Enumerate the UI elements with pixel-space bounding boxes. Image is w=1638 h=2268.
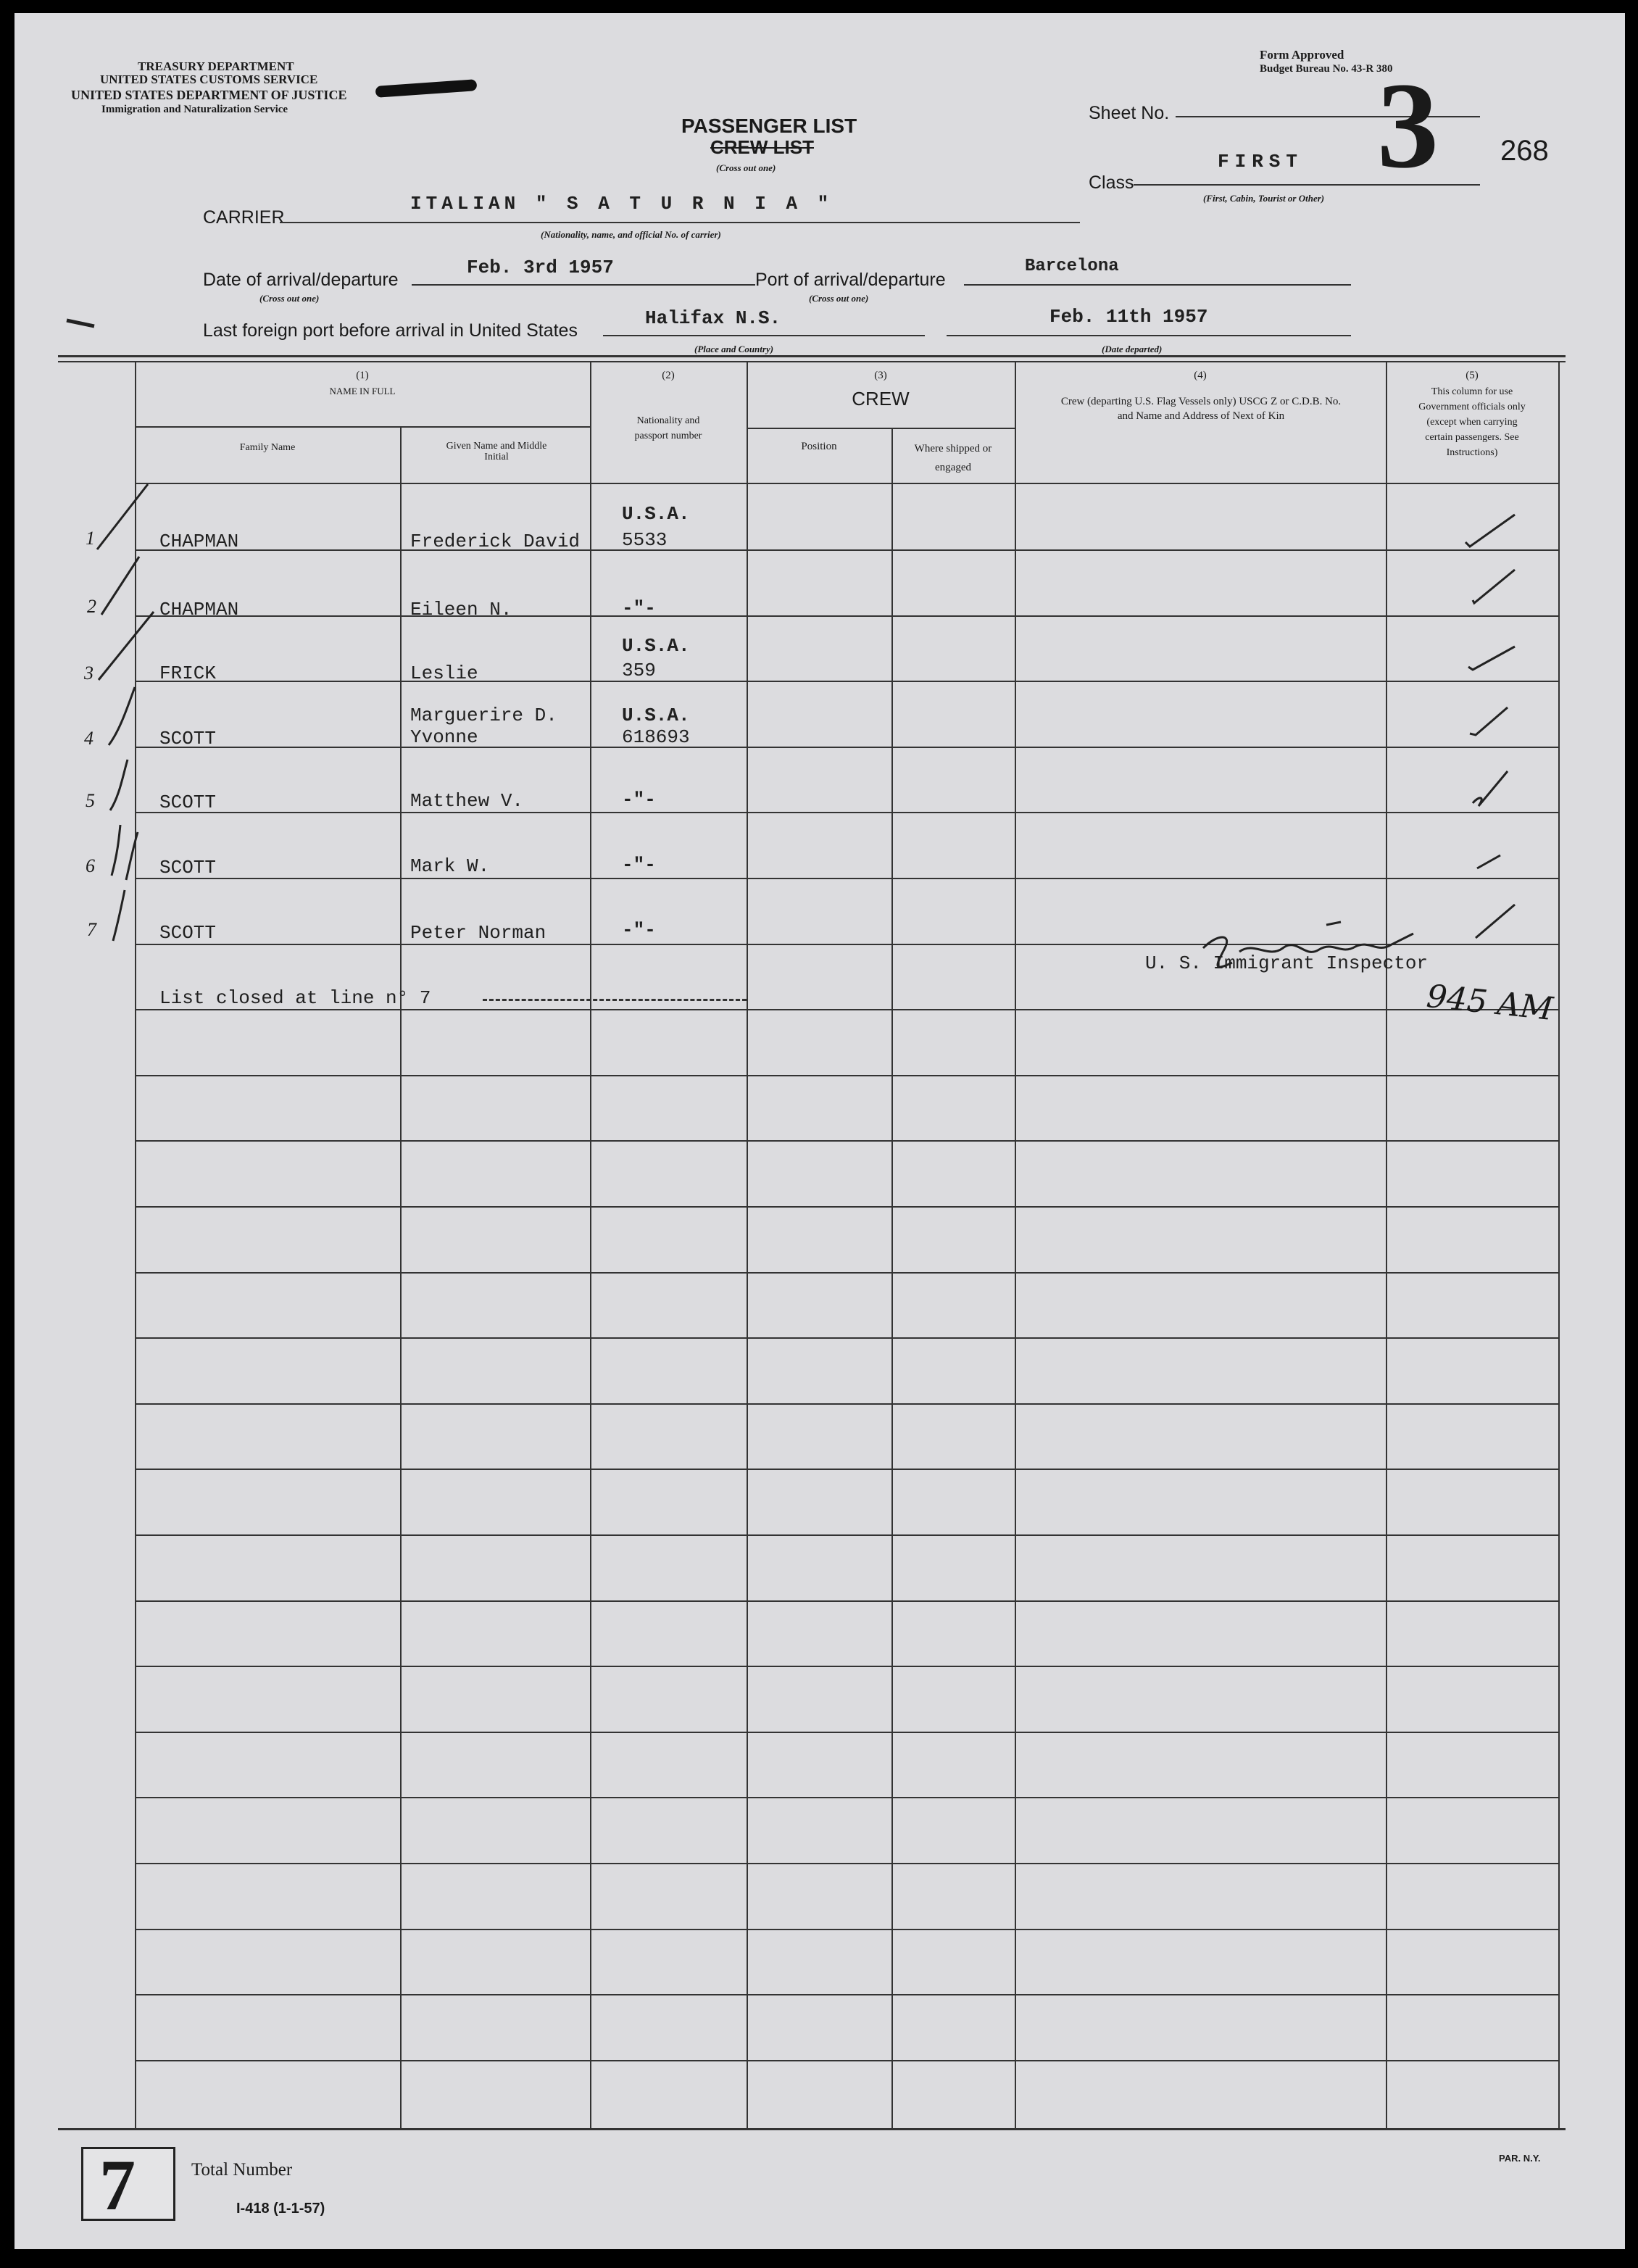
- class-hint: (First, Cabin, Tourist or Other): [1203, 193, 1325, 204]
- form-sheet: [14, 13, 1625, 2249]
- last-port-label: Last foreign port before arrival in United States: [203, 320, 578, 341]
- port-hint: (Cross out one): [809, 293, 869, 304]
- row-rule: [135, 812, 1558, 813]
- sheet-number: 3: [1377, 57, 1439, 194]
- row-rule: [135, 2060, 1558, 2061]
- inspector-stamp: U. S. Immigrant Inspector: [1145, 952, 1429, 974]
- title-passenger-list: PASSENGER LIST: [681, 115, 857, 137]
- agency-line-1: TREASURY DEPARTMENT: [138, 59, 294, 73]
- row-rule: [135, 681, 1558, 682]
- total-box: [81, 2145, 175, 2225]
- passport-number: 359: [622, 660, 656, 681]
- date-label: Date of arrival/departure: [203, 270, 399, 290]
- budget-bureau: Budget Bureau No. 43-R 380: [1260, 63, 1393, 75]
- row-rule: [135, 1732, 1558, 1733]
- date-departed-value: Feb. 11th 1957: [1049, 306, 1208, 328]
- title-cross-out-hint: (Cross out one): [716, 162, 776, 173]
- row-rule: [135, 1272, 1558, 1274]
- nationality-ditto: -"-: [622, 854, 656, 876]
- given-name: Eileen N.: [410, 599, 512, 620]
- title-crew-list: CREW LIST: [710, 136, 814, 158]
- col5-number: (5): [1466, 370, 1479, 381]
- family-name: SCOTT: [159, 857, 217, 878]
- agency-line-2: UNITED STATES CUSTOMS SERVICE: [100, 72, 318, 86]
- row-rule: [135, 1075, 1558, 1076]
- family-name: CHAPMAN: [159, 599, 239, 620]
- given-name: Frederick David: [410, 531, 581, 552]
- col-shipped: Where shipped or engaged: [914, 443, 992, 473]
- row-rule: [135, 1337, 1558, 1339]
- sheet-no-label: Sheet No.: [1089, 103, 1170, 123]
- nationality: U.S.A.: [622, 635, 690, 657]
- date-value: Feb. 3rd 1957: [467, 257, 614, 278]
- form-number: I-418 (1-1-57): [236, 2201, 325, 2217]
- time-note: 945 AM: [1424, 978, 1555, 1028]
- last-port-hint: (Place and Country): [694, 344, 774, 354]
- port-label: Port of arrival/departure: [755, 270, 946, 290]
- class-label: Class: [1089, 173, 1134, 193]
- total-value: 7: [99, 2145, 136, 2225]
- col1-title: NAME IN FULL: [329, 386, 396, 396]
- given-name: Leslie: [410, 662, 478, 684]
- row-rule: [135, 1009, 1558, 1010]
- row-rule: [135, 1600, 1558, 1602]
- family-name: SCOTT: [159, 922, 217, 944]
- given-name: Peter Norman: [410, 922, 546, 944]
- row-rule: [135, 1534, 1558, 1536]
- form-approved: Form Approved: [1260, 48, 1344, 62]
- passport-number: 5533: [622, 529, 668, 551]
- row-rule: [135, 1403, 1558, 1405]
- given-name: Mark W.: [410, 855, 490, 877]
- col5-title: This column for use Government officials only (except when carrying certain passengers. See Instructions): [1418, 386, 1526, 458]
- inspector-signature: [1196, 919, 1442, 984]
- agency-line-4: Immigration and Naturalization Service: [101, 104, 288, 115]
- row-number: 6: [86, 855, 95, 876]
- family-name: CHAPMAN: [159, 531, 239, 552]
- col-family-name: Family Name: [239, 442, 296, 453]
- margin-check-marks: [87, 470, 167, 963]
- agency-line-3: UNITED STATES DEPARTMENT OF JUSTICE: [71, 88, 347, 102]
- col-position: Position: [801, 441, 837, 452]
- row-number: 5: [86, 790, 95, 811]
- nationality-ditto: -"-: [622, 919, 656, 941]
- row-rule: [135, 549, 1558, 551]
- page-number: 268: [1500, 135, 1549, 167]
- carrier-hint: (Nationality, name, and official No. of carrier): [541, 229, 721, 240]
- carrier-value: ITALIAN " S A T U R N I A ": [410, 193, 833, 215]
- col4-title: Crew (departing U.S. Flag Vessels only) USCG Z or C.D.B. No. and Name and Address of Next of Kin: [1060, 396, 1342, 422]
- port-value: Barcelona: [1025, 257, 1119, 276]
- row-rule: [135, 747, 1558, 748]
- carrier-label: CARRIER: [203, 207, 285, 228]
- family-name: SCOTT: [159, 728, 217, 749]
- margin-mark-icon: [65, 310, 101, 332]
- row-rule: [135, 1994, 1558, 1995]
- row-rule: [135, 1666, 1558, 1667]
- date-hint: (Cross out one): [259, 293, 320, 304]
- row-rule: [135, 1863, 1558, 1864]
- row-rule: [135, 1929, 1558, 1930]
- nationality: U.S.A.: [622, 705, 690, 726]
- col1-number: (1): [356, 370, 369, 381]
- nationality-ditto: -"-: [622, 597, 656, 619]
- official-check-marks: [1457, 506, 1544, 955]
- printer-mark: PAR. N.Y.: [1499, 2153, 1541, 2164]
- col3-title: CREW: [852, 388, 910, 410]
- family-name: SCOTT: [159, 792, 217, 813]
- col3-number: (3): [874, 370, 887, 381]
- col2-number: (2): [662, 370, 675, 381]
- nationality-ditto: -"-: [622, 789, 656, 810]
- col2-title: Nationality and passport number: [634, 415, 702, 441]
- given-name: Marguerire D. Yvonne: [410, 705, 557, 748]
- list-closed-note: List closed at line n° 7: [159, 987, 431, 1009]
- passport-number: 618693: [622, 726, 690, 748]
- row-number: 4: [84, 728, 93, 749]
- nationality: U.S.A.: [622, 503, 690, 525]
- row-rule: [135, 1797, 1558, 1798]
- row-rule: [135, 878, 1558, 879]
- total-label: Total Number: [191, 2160, 293, 2180]
- redaction-mark: [375, 79, 478, 98]
- row-rule: [135, 1469, 1558, 1470]
- class-value: FIRST: [1218, 151, 1304, 173]
- row-rule: [135, 1140, 1558, 1142]
- row-number: 3: [84, 662, 93, 684]
- row-rule: [135, 615, 1558, 617]
- col4-number: (4): [1194, 370, 1207, 381]
- row-number: 1: [86, 528, 95, 549]
- row-number: 7: [87, 919, 96, 940]
- date-departed-hint: (Date departed): [1102, 344, 1163, 354]
- last-port-value: Halifax N.S.: [645, 307, 781, 329]
- col-given-name: Given Name and Middle Initial: [446, 441, 547, 462]
- row-number: 2: [87, 596, 96, 617]
- row-rule: [135, 1206, 1558, 1208]
- family-name: FRICK: [159, 662, 217, 684]
- given-name: Matthew V.: [410, 790, 524, 812]
